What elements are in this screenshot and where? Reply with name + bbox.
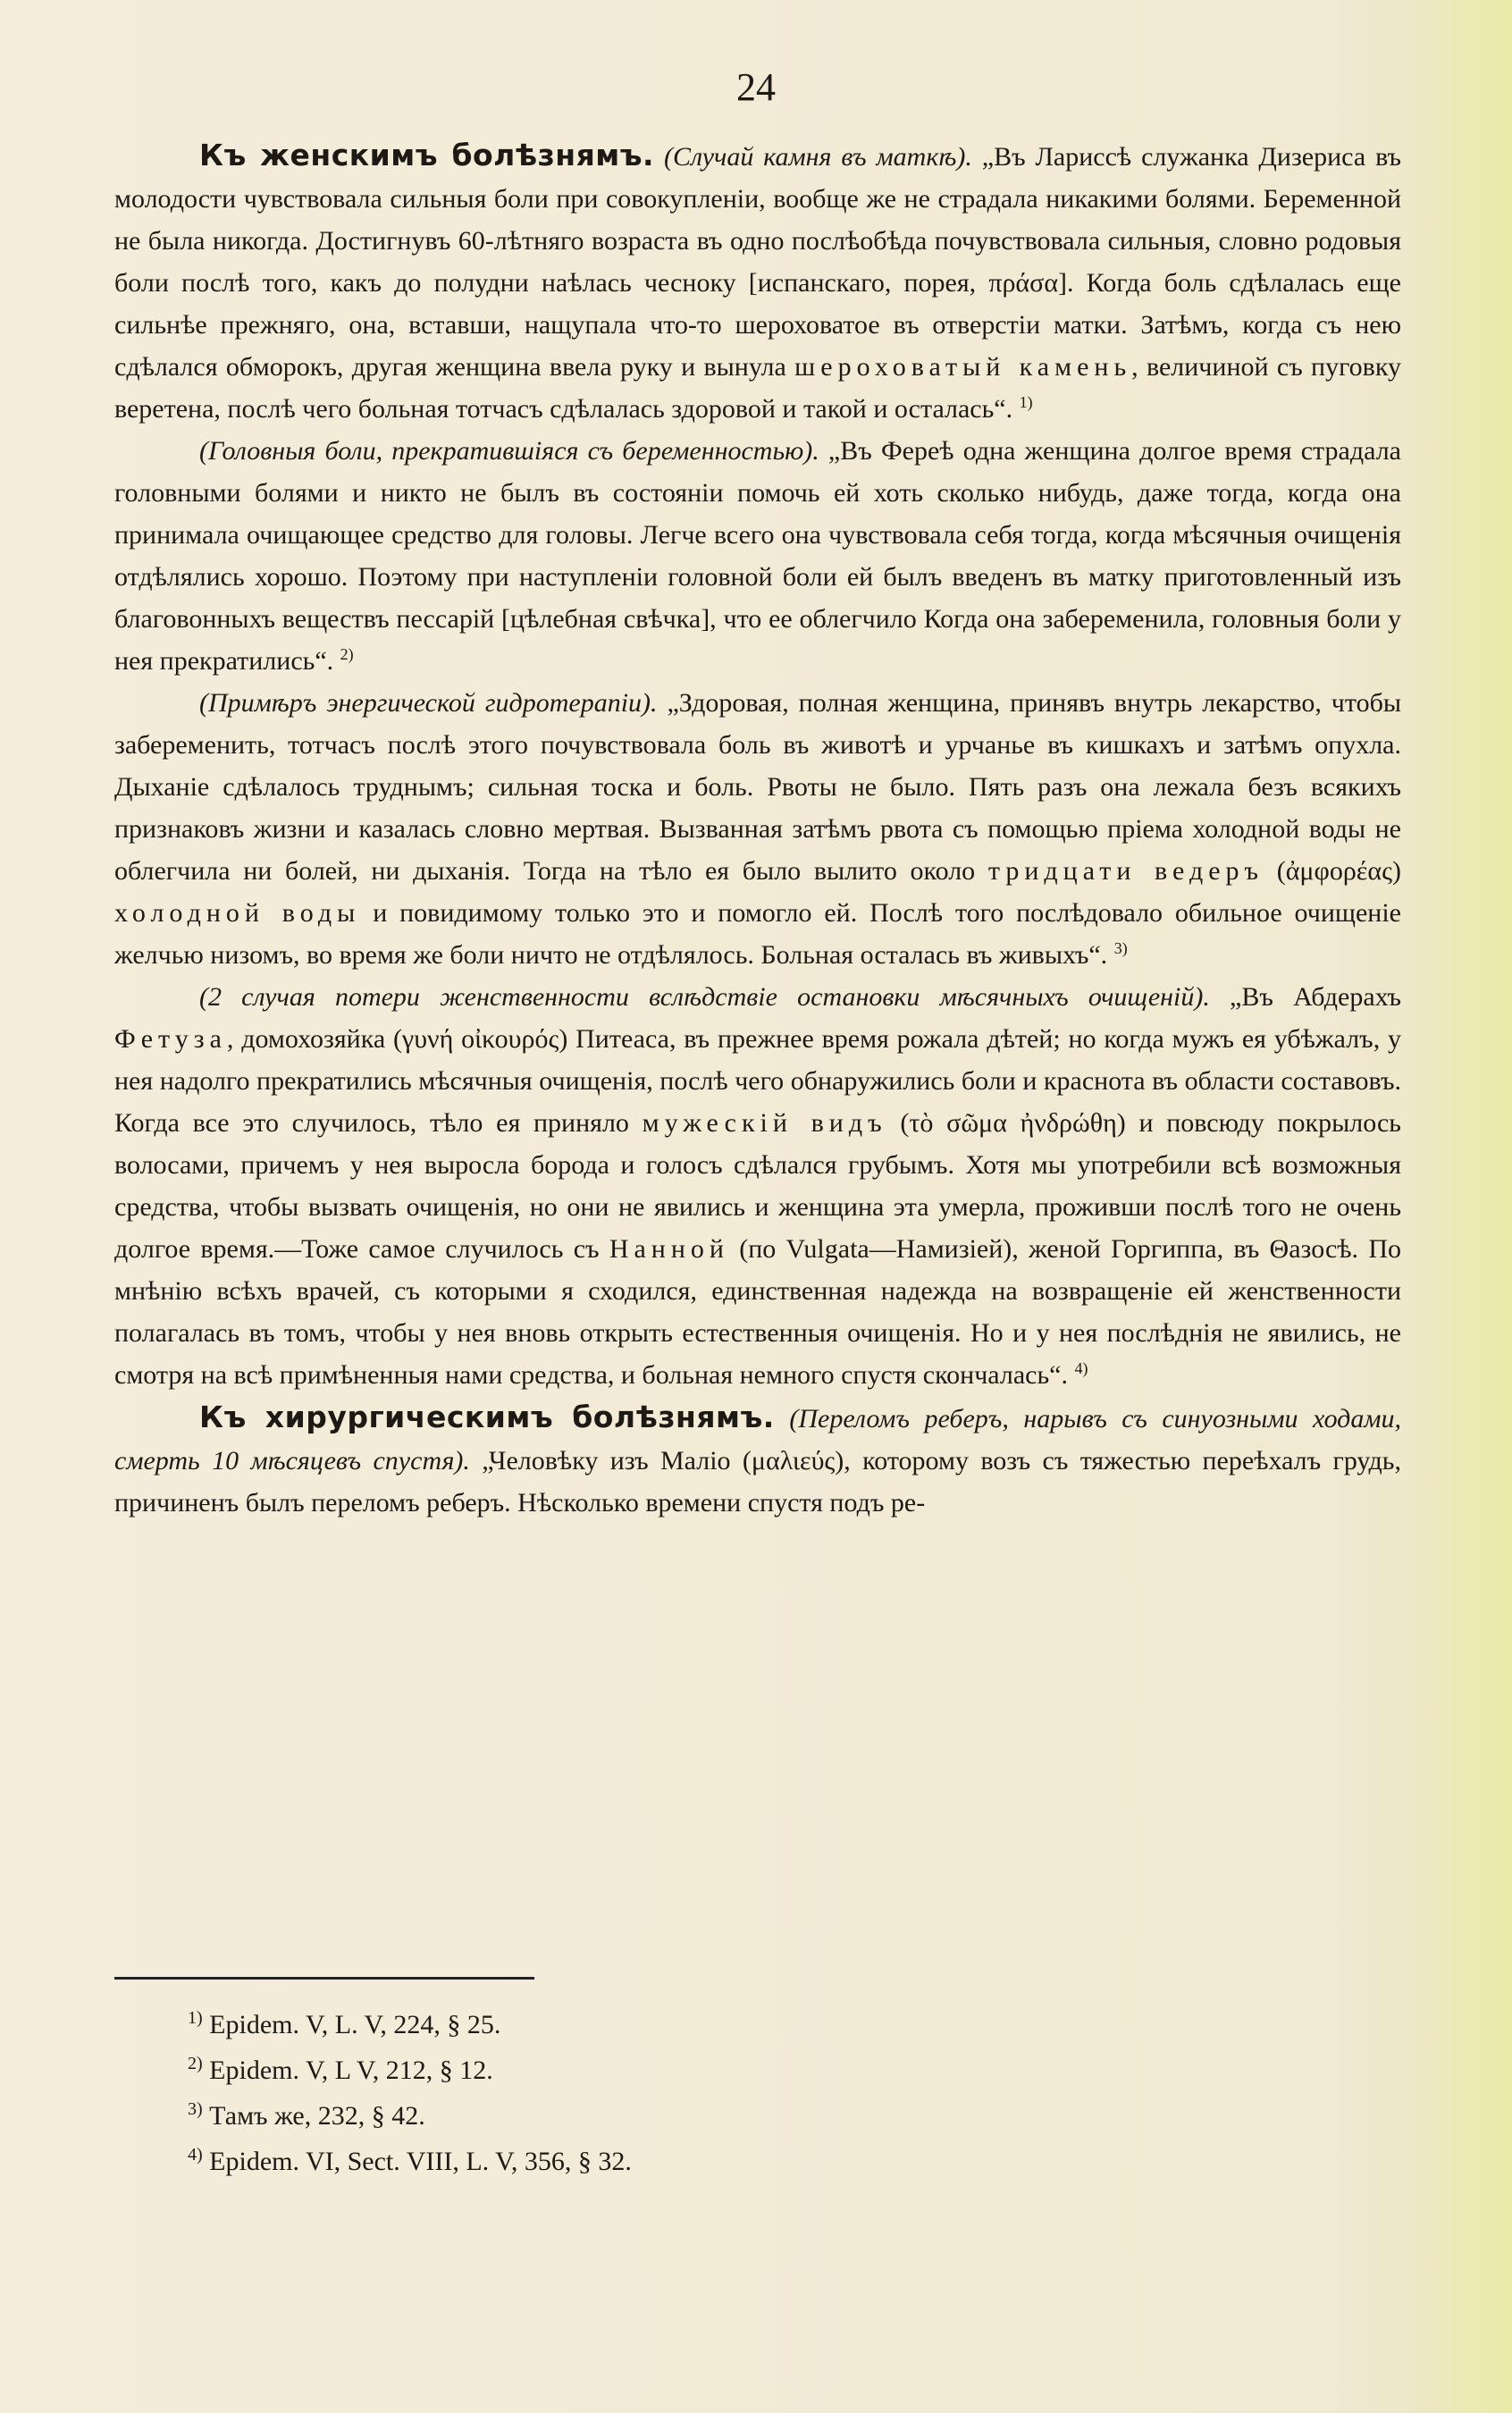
- paragraph-surgical-diseases: [114, 1396, 1401, 1524]
- spaced-emphasis: тридцати ведеръ: [987, 856, 1264, 886]
- footnote-ref: 4): [1074, 1359, 1088, 1377]
- case-title: (Переломъ реберъ, нарывъ съ синуозными ходами, смерть 10 мѣсяцевъ спустя).: [114, 1404, 1402, 1476]
- spaced-emphasis: холодной воды: [114, 898, 361, 928]
- paragraph-text: „Здоровая, полная женщина, принявъ внутрь лекарство, чтобы забеременить, тотчасъ послѣ этого почувствовала боль въ животѣ и урчанье въ кишкахъ и затѣмъ опухла. Дыханіе сдѣлалось труднымъ; сильная тоска и боль. Рвоты не было. Пять разъ она лежала безъ всякихъ признаковъ жизни и казалась словно мертвая. Вызванная затѣмъ рвота съ помощью пріема холодной воды не облегчила ни болей, ни дыханія. Тогда на тѣло ея было вылито около: [114, 688, 1402, 886]
- case-title: (Примѣръ энергической гидротерапіи).: [199, 688, 658, 718]
- footnote-text: Epidem. VI, Sect. VIII, L. V, 356, § 32.: [209, 2147, 632, 2176]
- paragraph-text: „Въ Абдерахъ: [1209, 982, 1402, 1012]
- paragraph-text: „Въ Ферeѣ одна женщина долгое время страдала головными болями и никто не былъ въ состояніи помочь ей хоть сколько нибудь, даже тогда, когда она принимала очищающее средство для головы. Легче всего она чувствовала себя тогда, когда мѣсячныя очищенія отдѣлялись хорошо. Поэтому при наступленіи головной боли ей былъ введенъ въ матку приготовленный изъ благовонныхъ веществъ пессарій [цѣлебная свѣчка], что ее облегчило Когда она забеременила, головныя боли у нея прекратились“.: [114, 436, 1401, 676]
- case-title: (Головныя боли, прекратившіяся съ беременностью).: [199, 436, 819, 466]
- case-title: (Случай камня въ маткѣ).: [664, 142, 972, 172]
- page-number: 24: [736, 65, 776, 109]
- paragraph-femininity-loss: [114, 976, 1401, 1396]
- body-text: [114, 134, 1401, 1524]
- paragraph-text: „Человѣку изъ Маліо (μαλιεύς), которому возъ съ тяжестью переѣхалъ грудь, причиненъ былъ переломъ реберъ. Нѣсколько времени спустя подъ ре-: [114, 1446, 1401, 1518]
- footnote-mark: 4): [188, 2145, 203, 2165]
- spaced-emphasis: шероховатый камень: [794, 352, 1132, 382]
- footnote-ref: 2): [340, 645, 354, 663]
- section-heading-surgical-diseases: Къ хирургическимъ болѣзнямъ.: [199, 1400, 775, 1434]
- footnote: [188, 2002, 992, 2047]
- spaced-emphasis: Нанной: [609, 1234, 729, 1264]
- paragraph-text: (по Vulgata—Намизіей), женой Горгиппа, въ Θазосѣ. По мнѣнію всѣхъ врачей, съ которыми я сходился, единственная надежда на возвращеніе ей женственности полагалась въ томъ, чтобы у нея вновь открыть естественныя очищенія. Но и у нея послѣднія не явились, не смотря на всѣ примѣненныя нами средства, и больная немного спустя скончалась“.: [114, 1234, 1401, 1390]
- footnotes: [188, 2002, 992, 2184]
- paragraph-text: (τὸ σῶμα ἠνδρώθη) и повсюду покрылось волосами, причемъ у нея выросла борода и голосъ сдѣлался грубымъ. Хотя мы употребили всѣ возможныя средства, чтобы вызвать очищенія, но они не явились и женщина эта умерла, проживши послѣ того не очень долгое время.—Тоже самое случилось съ: [114, 1108, 1401, 1264]
- footnote-text: Epidem. V, L V, 212, § 12.: [209, 2056, 493, 2085]
- footnote: [188, 2047, 992, 2093]
- footnote-mark: 1): [188, 2008, 203, 2028]
- spaced-emphasis: мужескій видъ: [642, 1108, 887, 1138]
- footnote-ref: 3): [1113, 939, 1128, 957]
- footnote: [188, 2093, 992, 2139]
- paragraph-text: , величиной съ пуговку веретена, послѣ чего больная тотчасъ сдѣлалась здоровой и такой и осталась“.: [114, 352, 1401, 424]
- paragraph-text: , домохозяйка (γυνή οἰκουρός) Питеаса, въ прежнее время рожала дѣтей; но когда мужъ ея убѣжалъ, у нея надолго прекратились мѣсячныя очищенія, послѣ чего обнаружились боли и краснота въ области составовъ. Когда все это случилось, тѣло ея приняло: [114, 1024, 1401, 1138]
- paragraph-headaches: [114, 430, 1401, 682]
- footnote-mark: 2): [188, 2054, 203, 2073]
- footnote: [188, 2139, 992, 2184]
- greek-term: (ἀμφορέας): [1264, 856, 1401, 886]
- spaced-emphasis: Фетуза: [114, 1024, 227, 1054]
- case-title: (2 случая потери женственности вслѣдствіе остановки мѣсячныхъ очищеній).: [199, 982, 1210, 1012]
- footnote-text: Epidem. V, L. V, 224, § 25.: [209, 2010, 501, 2039]
- paragraph-hydrotherapy: [114, 682, 1401, 976]
- paragraph-text: „Въ Ларисcѣ служанка Дизериса въ молодости чувствовала сильныя боли при совокупленіи, вообще же не страдала никакими болями. Беременной не была никогда. Достигнувъ 60-лѣтняго возраста въ одно послѣобѣда почувствовала сильныя, словно родовыя боли послѣ того, какъ до полудни наѣлась чесноку [испанскаго, порея, πράσα]. Когда боль сдѣлалась еще сильнѣе прежняго, она, вставши, нащупала что-то шероховатое въ отверстіи матки. Затѣмъ, когда съ нею сдѣлался обморокъ, другая женщина ввела руку и вынула: [114, 142, 1402, 382]
- footnote-mark: 3): [188, 2099, 203, 2119]
- section-heading-womens-diseases: Къ женскимъ болѣзнямъ.: [199, 138, 655, 172]
- footnote-ref: 1): [1019, 393, 1033, 411]
- paragraph-text: и повидимому только это и помогло ей. Послѣ того послѣдовало обильное очищеніе желчью низомъ, во время же боли ничто не отдѣлялось. Больная осталась въ живыхъ“.: [114, 898, 1401, 970]
- footnote-separator: [114, 1977, 534, 1980]
- paragraph-womens-diseases: [114, 134, 1401, 430]
- footnote-text: Тамъ же, 232, § 42.: [209, 2101, 425, 2131]
- page-edge-tint: [1405, 0, 1512, 2413]
